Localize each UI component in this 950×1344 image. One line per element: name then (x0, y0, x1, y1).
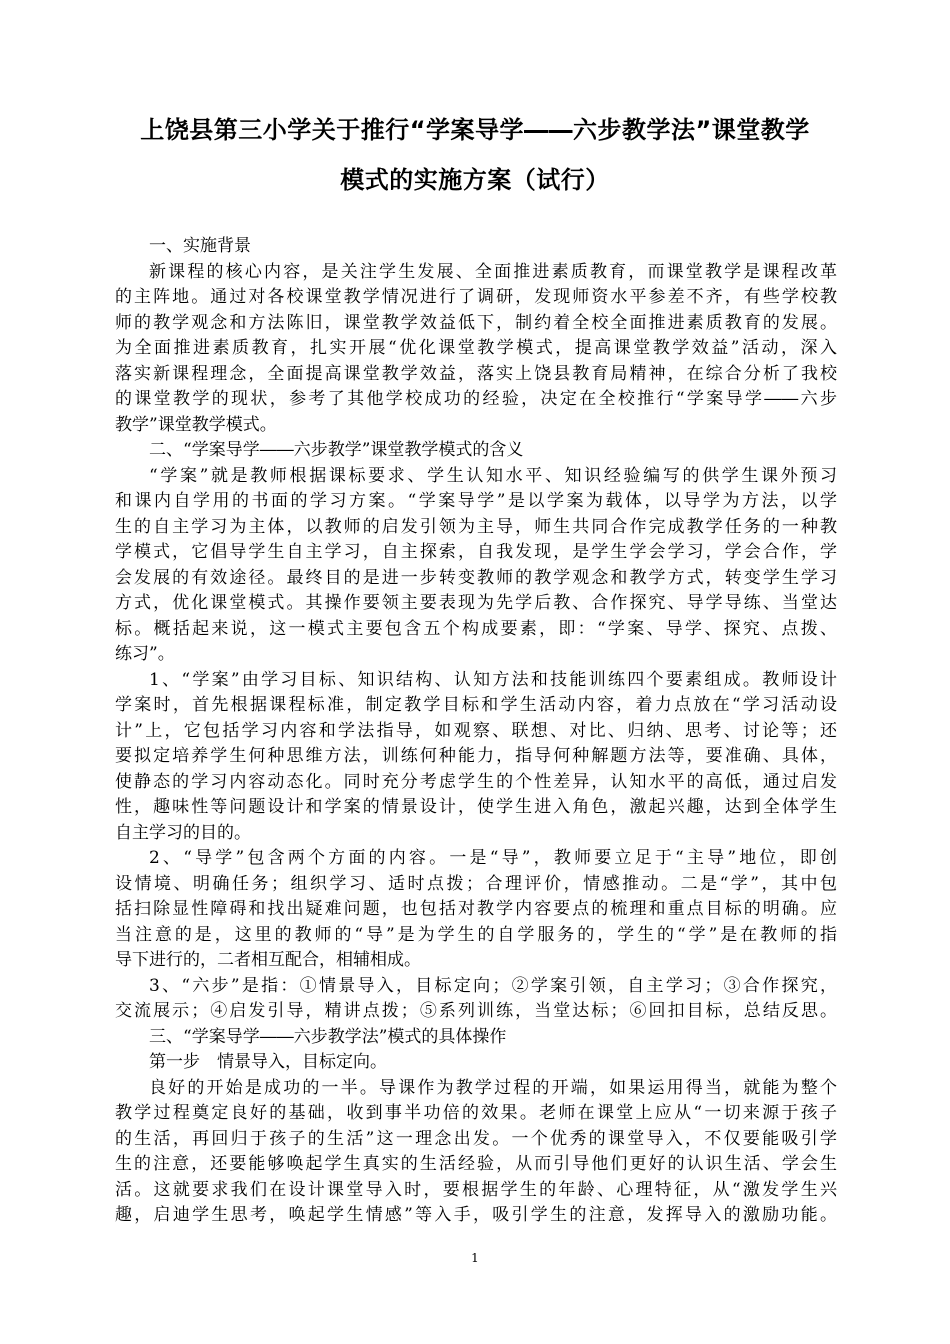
document-title-line-2: 模式的实施方案（试行） (340, 166, 610, 194)
body-line: 自主学习的目的。 (115, 822, 251, 843)
body-line: 导下进行的，二者相互配合，相辅相成。 (115, 950, 421, 970)
body-line: 括扫除显性障碍和找出疑难问题，也包括对教学内容要点的梳理和重点目标的明确。应 (115, 899, 837, 919)
body-line: 趣，启迪学生思考，唤起学生情感”等入手，吸引学生的注意，发挥导入的激励功能。 (115, 1205, 837, 1225)
body-line: 二、“学案导学――六步教学”课堂教学模式的含义 (149, 440, 524, 460)
body-line: 学案时，首先根据课程标准，制定教学目标和学生活动内容，着力点放在“学习活动设 (115, 695, 837, 715)
body-line: 设情境、明确任务；组织学习、适时点拨；合理评价，情感推动。二是“学”，其中包 (115, 873, 837, 894)
body-line: 练习”。 (115, 644, 175, 664)
page-number: 1 (471, 1251, 479, 1265)
body-line: 当注意的是，这里的教师的“导”是为学生的自学服务的，学生的“学”是在教师的指 (115, 924, 837, 945)
document-body (115, 234, 837, 1229)
body-line: 良好的开始是成功的一半。导课作为教学过程的开端，如果运用得当，就能为整个 (149, 1077, 837, 1098)
body-line: 学模式，它倡导学生自主学习，自主探索，自我发现，是学生学会学习，学会合作，学 (115, 542, 837, 562)
body-line: 生的注意，还要能够唤起学生真实的生活经验，从而引导他们更好的认识生活、学会生 (115, 1154, 837, 1174)
body-line: 性，趣味性等问题设计和学案的情景设计，使学生进入角色，激起兴趣，达到全体学生 (115, 797, 837, 817)
body-line: 为全面推进素质教育，扎实开展“优化课堂教学模式，提高课堂教学效益”活动，深入 (115, 338, 837, 358)
body-line: “学案”就是教师根据课标要求、学生认知水平、知识经验编写的供学生课外预习 (149, 465, 837, 486)
body-line: 的课堂教学的现状，参考了其他学校成功的经验，决定在全校推行“学案导学――六步 (115, 389, 837, 409)
body-line: 新课程的核心内容，是关注学生发展、全面推进素质教育，而课堂教学是课程改革 (149, 261, 837, 282)
body-line: 要拟定培养学生何种思维方法，训练何种能力，指导何种解题方法等，要准确、具体， (115, 746, 837, 766)
body-line: 1、“学案”由学习目标、知识结构、认知方法和技能训练四个要素组成。教师设计 (149, 669, 837, 690)
document-title-line-1: 上饶县第三小学关于推行“学案导学――六步教学法”课堂教学 (140, 116, 810, 144)
body-line: 三、“学案导学――六步教学法”模式的具体操作 (149, 1026, 507, 1047)
body-line: 计”上，它包括学习内容和学法指导，如观察、联想、对比、归纳、思考、讨论等；还 (115, 720, 837, 741)
body-line: 的生活，再回归于孩子的生活”这一理念出发。一个优秀的课堂导入，不仅要能吸引学 (115, 1128, 837, 1149)
body-line: 的主阵地。通过对各校课堂教学情况进行了调研，发现师资水平参差不齐，有些学校教 (115, 287, 837, 307)
body-line: 3、“六步”是指：①情景导入，目标定向；②学案引领，自主学习；③合作探究， (149, 975, 837, 996)
body-line: 会发展的有效途径。最终目的是进一步转变教师的教学观念和教学方式，转变学生学习 (115, 567, 837, 588)
body-line: 落实新课程理念，全面提高课堂教学效益，落实上饶县教育局精神，在综合分析了我校 (115, 363, 837, 384)
body-line: 教学过程奠定良好的基础，收到事半功倍的效果。老师在课堂上应从“一切来源于孩子 (115, 1103, 837, 1123)
body-line: 一、实施背景 (149, 236, 251, 256)
body-line: 教学”课堂教学模式。 (115, 414, 277, 435)
body-line: 活。这就要求我们在设计课堂导入时，要根据学生的年龄、心理特征，从“激发学生兴 (115, 1179, 837, 1200)
body-line: 标。概括起来说，这一模式主要包含五个构成要素，即：“学案、导学、探究、点拨、 (115, 618, 837, 639)
body-line: 生的自主学习为主体，以教师的启发引领为主导，师生共同合作完成教学任务的一种教 (115, 516, 837, 537)
body-line: 方式，优化课堂模式。其操作要领主要表现为先学后教、合作探究、导学导练、当堂达 (115, 593, 837, 613)
body-line: 第一步 情景导入，目标定向。 (149, 1052, 387, 1072)
body-line: 交流展示；④启发引导，精讲点拨；⑤系列训练，当堂达标；⑥回扣目标，总结反思。 (115, 1001, 837, 1021)
body-line: 使静态的学习内容动态化。同时充分考虑学生的个性差异，认知水平的高低，通过启发 (115, 771, 837, 792)
body-line: 和课内自学用的书面的学习方案。“学案导学”是以学案为载体，以导学为方法，以学 (115, 491, 837, 511)
body-line: 2、“导学”包含两个方面的内容。一是“导”，教师要立足于“主导”地位，即创 (149, 848, 837, 868)
body-line: 师的教学观念和方法陈旧，课堂教学效益低下，制约着全校全面推进素质教育的发展。 (115, 312, 837, 333)
